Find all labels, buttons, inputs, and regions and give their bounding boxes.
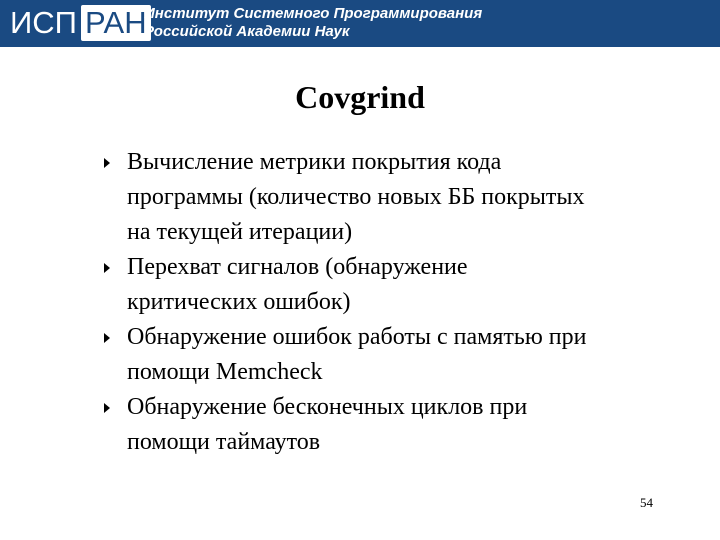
logo-left-text: ИСП: [10, 5, 77, 40]
bullet-arrow-icon: [104, 158, 110, 168]
org-name-line-2: Российской Академии Наук: [144, 23, 350, 40]
ispran-logo: [7, 5, 151, 41]
org-name-line-1: Институт Системного Программирования: [144, 5, 483, 22]
bullet-arrow-icon: [104, 263, 110, 273]
bullet-arrow-icon: [104, 333, 110, 343]
organization-name: [144, 5, 482, 41]
bullet-line: программы (количество новых ББ покрытых: [127, 184, 585, 210]
bullet-line: Вычисление метрики покрытия кода: [127, 149, 502, 175]
logo-right-text: РАН: [81, 5, 151, 41]
bullet-item-4: [0, 390, 720, 460]
bullet-line: Перехват сигналов (обнаружение: [127, 254, 468, 280]
bullet-line: Обнаружение ошибок работы с памятью при: [127, 324, 587, 350]
header-bar: [0, 0, 720, 47]
bullet-text: [127, 320, 696, 390]
bullet-item-3: [0, 320, 720, 390]
bullet-text: [127, 145, 696, 250]
bullet-line: на текущей итерации): [127, 219, 353, 245]
bullet-line: помощи Memcheck: [127, 359, 323, 385]
bullet-line: Обнаружение бесконечных циклов при: [127, 394, 528, 420]
bullet-text: [127, 250, 696, 320]
bullet-arrow-icon: [104, 403, 110, 413]
bullet-item-1: [0, 145, 720, 250]
page-number: 54: [640, 495, 653, 510]
bullet-line: помощи таймаутов: [127, 429, 321, 455]
bullet-line: критических ошибок): [127, 289, 351, 315]
slide-title: Covgrind: [295, 79, 425, 115]
bullet-list: [0, 145, 720, 460]
bullet-item-2: [0, 250, 720, 320]
bullet-text: [127, 390, 696, 460]
